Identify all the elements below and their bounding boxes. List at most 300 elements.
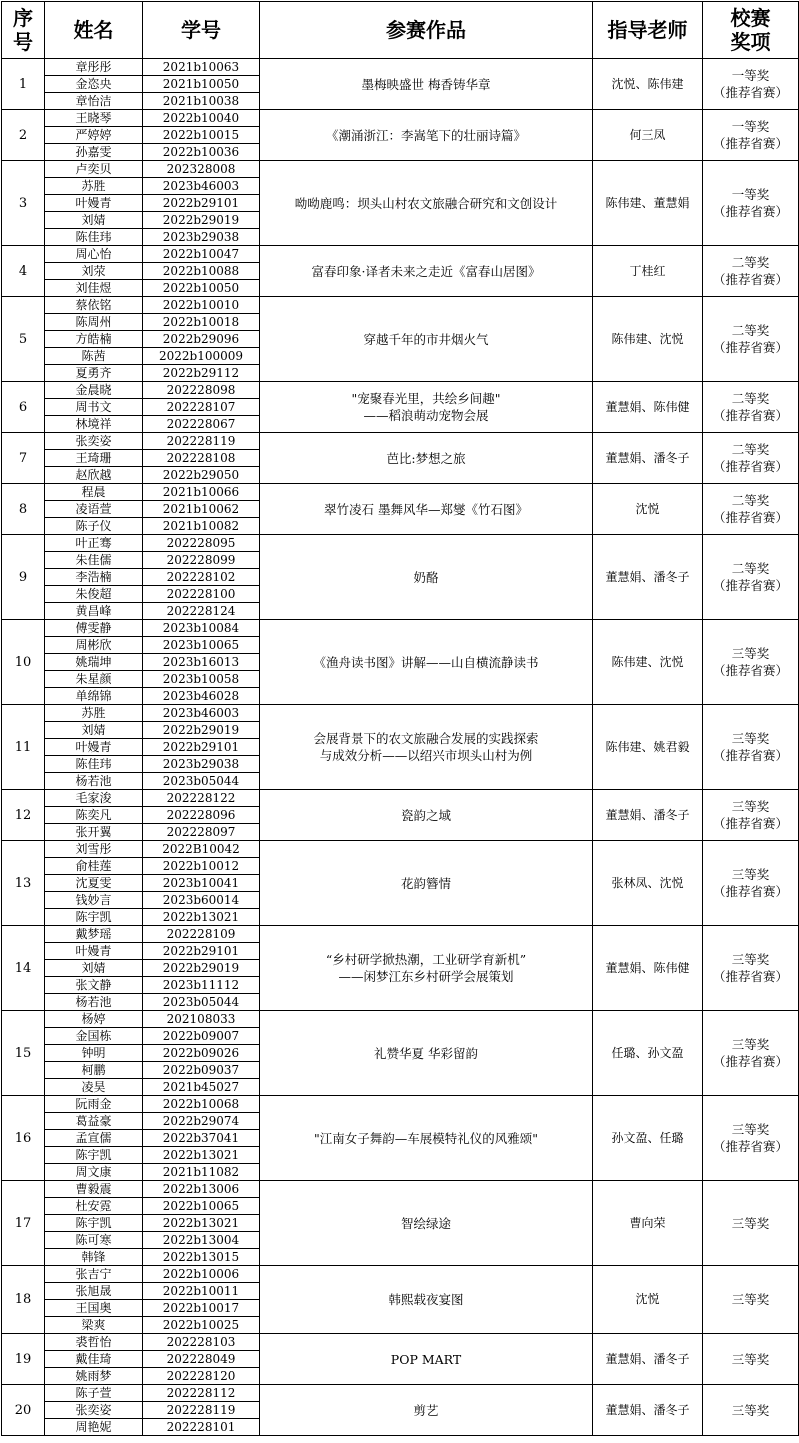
entry-teacher: 董慧娟、潘冬子: [593, 1334, 703, 1385]
entry-teacher: 曹向荣: [593, 1181, 703, 1266]
student-id: 2023b05044: [143, 994, 260, 1011]
entry-work: [260, 841, 593, 926]
entry-work-line: ——闲梦江东乡村研学会展策划: [338, 969, 514, 984]
student-id: 2021b10050: [143, 76, 260, 93]
entry-number: 10: [2, 620, 45, 705]
entry-award: [703, 790, 799, 841]
entry-work-line: 《渔舟读书图》讲解——山自横流静读书: [313, 654, 539, 670]
entry-award: [703, 620, 799, 705]
student-name: 杨若池: [45, 994, 143, 1011]
entry-work: [260, 484, 593, 535]
table-row: [2, 926, 799, 943]
entry-teacher: 董慧娟、陈伟健: [593, 382, 703, 433]
entry-award: [703, 246, 799, 297]
student-id: 2023b29038: [143, 756, 260, 773]
entry-work: [260, 1096, 593, 1181]
header-teacher: 指导老师: [593, 2, 703, 59]
header-work: 参赛作品: [260, 2, 593, 59]
entry-number: 1: [2, 59, 45, 110]
header-id: 学号: [143, 2, 260, 59]
student-id: 2022b29101: [143, 943, 260, 960]
student-id: 2023b10041: [143, 875, 260, 892]
student-name: 金晨晓: [45, 382, 143, 399]
student-id: 2023b10058: [143, 671, 260, 688]
entry-work: [260, 535, 593, 620]
entry-award: [703, 1011, 799, 1096]
student-id: 2022b10025: [143, 1317, 260, 1334]
student-name: 周文康: [45, 1164, 143, 1181]
student-id: 2021b45027: [143, 1079, 260, 1096]
student-name: 姚雨梦: [45, 1368, 143, 1385]
student-name: 刘婧: [45, 722, 143, 739]
student-id: 202228095: [143, 535, 260, 552]
student-name: 严婷婷: [45, 127, 143, 144]
entry-award: [703, 535, 799, 620]
entry-award-line: 二等奖: [731, 255, 770, 270]
entry-teacher: 陈伟建、董慧娟: [593, 161, 703, 246]
student-id: 2023b10065: [143, 637, 260, 654]
entry-teacher: 张林凤、沈悦: [593, 841, 703, 926]
student-name: 梁爽: [45, 1317, 143, 1334]
student-name: 陈宇凯: [45, 1215, 143, 1232]
entry-award: [703, 433, 799, 484]
student-name: 叶嫚青: [45, 943, 143, 960]
student-name: 刘佳煜: [45, 280, 143, 297]
header-seq-label: 序号: [13, 6, 33, 54]
student-name: 陈佳玮: [45, 229, 143, 246]
student-name: 黄昌峰: [45, 603, 143, 620]
entry-teacher: 陈伟建、沈悦: [593, 620, 703, 705]
student-id: 202228103: [143, 1334, 260, 1351]
entry-award-line: （推荐省赛）: [712, 136, 788, 151]
student-name: 叶嫚青: [45, 739, 143, 756]
student-name: 朱星颜: [45, 671, 143, 688]
student-id: 202328008: [143, 161, 260, 178]
student-name: 裘哲怡: [45, 1334, 143, 1351]
entry-work: [260, 1385, 593, 1436]
header-seq: [2, 2, 45, 59]
entry-work: [260, 433, 593, 484]
entry-award: [703, 110, 799, 161]
student-id: 2023b60014: [143, 892, 260, 909]
entry-work-line: "江南女子舞韵—车展模特礼仪的风雅颂": [314, 1130, 538, 1146]
entry-work: [260, 382, 593, 433]
student-name: 章怡洁: [45, 93, 143, 110]
table-row: [2, 841, 799, 858]
entry-award: [703, 1096, 799, 1181]
student-id: 2022b13021: [143, 1215, 260, 1232]
student-id: 2022b10015: [143, 127, 260, 144]
entry-award: [703, 841, 799, 926]
student-id: 2022b29112: [143, 365, 260, 382]
student-name: 张吉宁: [45, 1266, 143, 1283]
student-name: 凌语萱: [45, 501, 143, 518]
student-name: 单绵锦: [45, 688, 143, 705]
entry-teacher: 董慧娟、潘冬子: [593, 433, 703, 484]
header-row: [2, 2, 799, 59]
student-id: 2022B10042: [143, 841, 260, 858]
student-id: 202228108: [143, 450, 260, 467]
student-id: 2021b11082: [143, 1164, 260, 1181]
table-row: [2, 790, 799, 807]
entry-award-line: 二等奖: [731, 323, 770, 338]
student-id: 202228098: [143, 382, 260, 399]
student-id: 2022b10006: [143, 1266, 260, 1283]
student-name: 王晓琴: [45, 110, 143, 127]
entry-work-line: 礼赞华夏 华彩留韵: [374, 1045, 478, 1061]
header-award-label: 校赛奖项: [730, 6, 771, 54]
student-id: 2021b10062: [143, 501, 260, 518]
student-id: 202228119: [143, 433, 260, 450]
entry-teacher: 陈伟建、姚君毅: [593, 705, 703, 790]
student-name: 金恣央: [45, 76, 143, 93]
student-name: 柯鹏: [45, 1062, 143, 1079]
entry-work: [260, 1011, 593, 1096]
student-id: 2022b10047: [143, 246, 260, 263]
student-id: 2022b29101: [143, 739, 260, 756]
student-id: 202228101: [143, 1419, 260, 1436]
entry-number: 15: [2, 1011, 45, 1096]
entry-teacher: 沈悦: [593, 1266, 703, 1334]
student-id: 202228099: [143, 552, 260, 569]
entry-work: [260, 246, 593, 297]
entry-work-line: 会展背景下的农文旅融合发展的实践探索: [313, 731, 539, 746]
student-id: 2022b09026: [143, 1045, 260, 1062]
table-row: [2, 1096, 799, 1113]
entry-award-line: （推荐省赛）: [712, 204, 788, 219]
student-id: 2022b13006: [143, 1181, 260, 1198]
entry-work-line: 芭比:梦想之旅: [386, 450, 466, 466]
student-name: 蔡依铭: [45, 297, 143, 314]
entry-award-line: 三等奖: [731, 1037, 770, 1052]
entry-award-line: 三等奖: [731, 1351, 770, 1367]
entry-work-line: 智绘绿途: [400, 1215, 451, 1231]
entry-work: [260, 59, 593, 110]
student-name: 李浩楠: [45, 569, 143, 586]
student-name: 夏勇齐: [45, 365, 143, 382]
entry-award-line: （推荐省赛）: [712, 340, 788, 355]
entry-award-line: （推荐省赛）: [712, 408, 788, 423]
student-name: 苏胜: [45, 178, 143, 195]
student-name: 陈奕凡: [45, 807, 143, 824]
student-id: 2023b11112: [143, 977, 260, 994]
student-name: 陈子仪: [45, 518, 143, 535]
table-row: [2, 484, 799, 501]
student-name: 凌昊: [45, 1079, 143, 1096]
entry-number: 8: [2, 484, 45, 535]
student-id: 2022b09007: [143, 1028, 260, 1045]
entry-number: 7: [2, 433, 45, 484]
student-name: 阮雨金: [45, 1096, 143, 1113]
entry-number: 12: [2, 790, 45, 841]
student-id: 202228120: [143, 1368, 260, 1385]
student-id: 2022b29101: [143, 195, 260, 212]
entry-work-line: 瓷韵之域: [400, 807, 451, 823]
table-row: [2, 433, 799, 450]
entry-award: [703, 1385, 799, 1436]
student-name: 陈子萱: [45, 1385, 143, 1402]
student-name: 戴梦瑶: [45, 926, 143, 943]
entry-award: [703, 59, 799, 110]
entry-work-line: 穿越千年的市井烟火气: [363, 331, 489, 347]
student-id: 2022b10010: [143, 297, 260, 314]
entry-number: 9: [2, 535, 45, 620]
entry-work-line: 呦呦鹿鸣：坝头山村农文旅融合研究和文创设计: [294, 195, 558, 211]
student-id: 202228100: [143, 586, 260, 603]
student-name: 陈可寒: [45, 1232, 143, 1249]
student-name: 陈宇凯: [45, 1147, 143, 1164]
entry-award-line: 三等奖: [731, 646, 770, 661]
student-id: 2022b29074: [143, 1113, 260, 1130]
student-id: 2022b29019: [143, 212, 260, 229]
student-name: 孟宣儒: [45, 1130, 143, 1147]
table-row: [2, 620, 799, 637]
table-row: [2, 1181, 799, 1198]
entry-award-line: 一等奖: [731, 119, 770, 134]
student-name: 周心怡: [45, 246, 143, 263]
entry-teacher: 沈悦: [593, 484, 703, 535]
entry-number: 14: [2, 926, 45, 1011]
table-row: [2, 161, 799, 178]
student-name: 林境祥: [45, 416, 143, 433]
entry-award-line: 三等奖: [731, 1122, 770, 1137]
table-row: [2, 1266, 799, 1283]
entry-award-line: 三等奖: [731, 867, 770, 882]
student-name: 张奕姿: [45, 1402, 143, 1419]
student-name: 刘婧: [45, 960, 143, 977]
entry-award-line: （推荐省赛）: [712, 969, 788, 984]
entry-award: [703, 1181, 799, 1266]
entry-award: [703, 297, 799, 382]
student-id: 202108033: [143, 1011, 260, 1028]
table-row: [2, 110, 799, 127]
entry-work-line: 剪艺: [413, 1402, 439, 1418]
student-id: 202228119: [143, 1402, 260, 1419]
student-id: 2023b16013: [143, 654, 260, 671]
entry-work-line: 韩熙载夜宴图: [388, 1292, 464, 1307]
student-name: 周彬欣: [45, 637, 143, 654]
entry-teacher: 董慧娟、潘冬子: [593, 790, 703, 841]
entry-work-line: 《潮涌浙江：李嵩笔下的壮丽诗篇》: [325, 127, 526, 143]
entry-award-line: （推荐省赛）: [712, 510, 788, 525]
entry-work-line: 富春印象·译者未来之走近《富春山居图》: [311, 263, 541, 279]
entry-work-line: 翠竹凌石 墨舞风华—郑燮《竹石图》: [324, 501, 528, 517]
student-id: 2023b46003: [143, 705, 260, 722]
student-id: 2022b10050: [143, 280, 260, 297]
student-id: 2022b100009: [143, 348, 260, 365]
entry-work: [260, 705, 593, 790]
student-id: 2023b05044: [143, 773, 260, 790]
entry-award-line: （推荐省赛）: [712, 272, 788, 287]
student-id: 2023b46003: [143, 178, 260, 195]
student-name: 苏胜: [45, 705, 143, 722]
entry-number: 3: [2, 161, 45, 246]
student-id: 2022b10012: [143, 858, 260, 875]
student-name: 傅雯静: [45, 620, 143, 637]
student-id: 2021b10063: [143, 59, 260, 76]
table-row: [2, 59, 799, 76]
entry-award-line: 三等奖: [731, 1402, 770, 1418]
table-row: [2, 246, 799, 263]
entry-work: [260, 620, 593, 705]
student-name: 曹毅震: [45, 1181, 143, 1198]
entry-award-line: 一等奖: [731, 68, 770, 83]
student-name: 钟明: [45, 1045, 143, 1062]
entry-award-line: （推荐省赛）: [712, 884, 788, 899]
entry-work-line: 花韵簪情: [400, 875, 451, 891]
student-name: 沈夏雯: [45, 875, 143, 892]
student-id: 2022b10018: [143, 314, 260, 331]
student-id: 202228112: [143, 1385, 260, 1402]
student-name: 毛家浚: [45, 790, 143, 807]
entry-number: 17: [2, 1181, 45, 1266]
entry-work-line: 与成效分析——以绍兴市坝头山村为例: [319, 748, 533, 763]
student-name: 张文静: [45, 977, 143, 994]
student-id: 2022b10088: [143, 263, 260, 280]
entry-work: [260, 110, 593, 161]
entry-award: [703, 484, 799, 535]
student-id: 202228049: [143, 1351, 260, 1368]
student-name: 陈宇凯: [45, 909, 143, 926]
table-row: [2, 1385, 799, 1402]
student-name: 章彤彤: [45, 59, 143, 76]
entry-work: [260, 926, 593, 1011]
student-name: 刘雪彤: [45, 841, 143, 858]
student-id: 2022b10040: [143, 110, 260, 127]
entry-award-line: （推荐省赛）: [712, 85, 788, 100]
entry-award-line: （推荐省赛）: [712, 1054, 788, 1069]
entry-number: 6: [2, 382, 45, 433]
table-body: [2, 59, 799, 1436]
student-id: 2022b29019: [143, 722, 260, 739]
student-id: 202228122: [143, 790, 260, 807]
student-name: 杨婷: [45, 1011, 143, 1028]
entry-number: 13: [2, 841, 45, 926]
student-id: 202228067: [143, 416, 260, 433]
student-name: 叶正骞: [45, 535, 143, 552]
entry-teacher: 陈伟建、沈悦: [593, 297, 703, 382]
entry-number: 20: [2, 1385, 45, 1436]
entry-teacher: 任璐、孙文盈: [593, 1011, 703, 1096]
entry-work-line: POP MART: [390, 1351, 462, 1367]
table-row: [2, 1334, 799, 1351]
student-name: 周艳妮: [45, 1419, 143, 1436]
entry-work: [260, 161, 593, 246]
entry-number: 19: [2, 1334, 45, 1385]
student-id: 2022b13021: [143, 1147, 260, 1164]
student-id: 2022b10017: [143, 1300, 260, 1317]
student-id: 2022b10068: [143, 1096, 260, 1113]
student-name: 张开翼: [45, 824, 143, 841]
entry-teacher: 董慧娟、陈伟健: [593, 926, 703, 1011]
table-row: [2, 382, 799, 399]
student-id: 202228109: [143, 926, 260, 943]
entry-award-line: 二等奖: [731, 391, 770, 406]
entry-award-line: 二等奖: [731, 561, 770, 576]
entry-award-line: （推荐省赛）: [712, 459, 788, 474]
entry-teacher: 何三凤: [593, 110, 703, 161]
entry-award: [703, 161, 799, 246]
student-id: 2022b10011: [143, 1283, 260, 1300]
entry-number: 4: [2, 246, 45, 297]
student-id: 2022b13021: [143, 909, 260, 926]
student-name: 陈佳玮: [45, 756, 143, 773]
entry-award-line: （推荐省赛）: [712, 816, 788, 831]
student-id: 2022b13015: [143, 1249, 260, 1266]
student-name: 张旭晟: [45, 1283, 143, 1300]
student-name: 程晨: [45, 484, 143, 501]
student-id: 2023b46028: [143, 688, 260, 705]
entry-work: [260, 1181, 593, 1266]
entry-number: 18: [2, 1266, 45, 1334]
student-id: 2022b13004: [143, 1232, 260, 1249]
student-id: 2023b10084: [143, 620, 260, 637]
student-id: 2022b10036: [143, 144, 260, 161]
student-id: 2021b10066: [143, 484, 260, 501]
table-row: [2, 705, 799, 722]
entry-award-line: 二等奖: [731, 493, 770, 508]
student-id: 202228124: [143, 603, 260, 620]
entry-award-line: 三等奖: [731, 1292, 770, 1307]
entry-teacher: 孙文盈、任璐: [593, 1096, 703, 1181]
header-name: 姓名: [45, 2, 143, 59]
table-row: [2, 1011, 799, 1028]
student-id: 202228097: [143, 824, 260, 841]
student-name: 金国栋: [45, 1028, 143, 1045]
student-name: 韩锋: [45, 1249, 143, 1266]
student-name: 陈周州: [45, 314, 143, 331]
student-name: 张奕姿: [45, 433, 143, 450]
student-name: 戴佳琦: [45, 1351, 143, 1368]
student-id: 2021b10038: [143, 93, 260, 110]
student-id: 202228096: [143, 807, 260, 824]
student-id: 2022b10065: [143, 1198, 260, 1215]
student-name: 卢奕贝: [45, 161, 143, 178]
entry-work-line: "宠聚春光里，共绘乡间趣": [351, 391, 501, 406]
student-name: 周书文: [45, 399, 143, 416]
entry-award-line: 三等奖: [731, 1215, 770, 1231]
entry-work-line: “乡村研学掀热潮，工业研学育新机”: [325, 952, 527, 967]
entry-number: 11: [2, 705, 45, 790]
entry-work-line: 奶酪: [413, 569, 439, 585]
entry-teacher: 董慧娟、潘冬子: [593, 1385, 703, 1436]
entry-work: [260, 1334, 593, 1385]
student-name: 王琦珊: [45, 450, 143, 467]
student-id: 202228102: [143, 569, 260, 586]
student-name: 杜安霓: [45, 1198, 143, 1215]
entry-number: 16: [2, 1096, 45, 1181]
student-name: 葛益豪: [45, 1113, 143, 1130]
student-id: 2022b29096: [143, 331, 260, 348]
student-name: 刘婧: [45, 212, 143, 229]
student-name: 陈茜: [45, 348, 143, 365]
entry-award-line: （推荐省赛）: [712, 578, 788, 593]
entry-award-line: （推荐省赛）: [712, 663, 788, 678]
table-row: [2, 297, 799, 314]
entry-teacher: 丁桂红: [593, 246, 703, 297]
entry-number: 5: [2, 297, 45, 382]
entry-award-line: 三等奖: [731, 799, 770, 814]
entry-work: [260, 1266, 593, 1334]
entry-award: [703, 926, 799, 1011]
student-name: 俞桂莲: [45, 858, 143, 875]
student-name: 方皓楠: [45, 331, 143, 348]
student-id: 2022b09037: [143, 1062, 260, 1079]
student-id: 2022b29050: [143, 467, 260, 484]
student-name: 孙嘉雯: [45, 144, 143, 161]
entry-work: [260, 297, 593, 382]
entry-work-line: ——稻浪萌动宠物会展: [363, 408, 489, 423]
